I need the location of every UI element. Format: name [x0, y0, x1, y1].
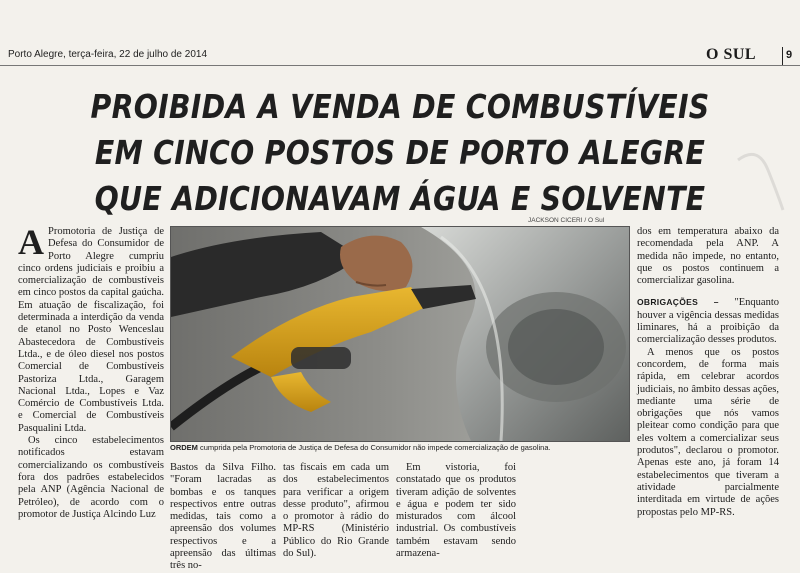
drop-cap: A	[18, 222, 44, 262]
photo-credit: JACKSON CICERI / O Sul	[528, 217, 605, 224]
article-lead-text: Promotoria de Justiça de Defesa do Consumidor de Porto Alegre cumpriu cinco ordens judiciais e proibiu a comercialização de combustíveis em cinco postos da capital gaúcha. Em atuação de fiscalização, foi determinada a interdição da venda de etanol no Posto Wenceslau Abastecedora de Combustíveis Ltda., e de óleo diesel nos postos Comercial de Combustíveis Pastoriza Ltda., Garagem Nacional Ltda., Lopes e Vaz Comércio de Combustíveis Ltda. e Comercial de Combustíveis Pasqualini Ltda.	[18, 226, 164, 434]
caption-text: cumprida pela Promotoria de Justiça de Defesa do Consumidor não impede comercialização de gasolina.	[197, 443, 551, 452]
scan-artifact	[728, 140, 788, 230]
newspaper-brand: O SUL	[706, 46, 757, 63]
page-number: 9	[786, 49, 793, 61]
article-paragraph: dos em temperatura abaixo da recomendada pela ANP. A medida não impede, no entanto, que os postos continuem a comercializar gasolina.	[637, 226, 779, 287]
dateline: Porto Alegre, terça-feira, 22 de julho de 2014	[8, 49, 208, 60]
headline: PROIBIDA A VENDA DE COMBUSTÍVEIS EM CINCO POSTOS DE PORTO ALEGRE QUE ADICIONAVAM ÁGUA E SOLVENTE	[90, 87, 710, 218]
article-column-3	[283, 462, 389, 560]
article-paragraph: Em vistoria, foi constatado que os produtos tiveram adição de solventes e água e podem ter sido misturados com álcool industrial. Os combustíveis também estavam sendo armazena-	[396, 462, 516, 560]
article-paragraph: A menos que os postos concordem, de forma mais rápida, em celebrar acordos judiciais, no âmbito dessas ações, mediante uma série de obrigações que nós vamos pleitear como condição para que eles voltem a comercializar seus produtos", declarou o promotor. Apenas este ano, já foram 14 estabelecimentos que tiveram a atividade parcialmente interditada em virtude de ações propostas pelo MP-RS.	[637, 346, 779, 518]
fuel-nozzle-photo	[170, 226, 630, 442]
article-paragraph: Os cinco estabelecimentos notificados estavam comercializando os combustíveis fora dos padrões estabelecidos pela ANP (Agência Nacional de Petróleo), de acordo com o promotor de Justiça Alcindo Luz	[18, 435, 164, 520]
caption-lead: ORDEM	[170, 443, 198, 452]
header-rule	[0, 65, 800, 66]
article-paragraph: tas fiscais em cada um dos estabelecimentos para verificar a origem desse produto", afirmou o promotor à rádio do MP-RS (Ministério Público do Rio Grande do Sul).	[283, 462, 389, 560]
article-paragraph: "Enquanto houver a vigência dessas medidas liminares, há a proibição da comercialização desses produtos.	[637, 297, 779, 346]
article-column-2	[170, 462, 276, 573]
section-kicker: OBRIGAÇÕES –	[637, 297, 719, 308]
photo-caption	[170, 443, 628, 452]
article-column-1	[18, 222, 164, 521]
article-column-5	[637, 226, 779, 519]
article-column-4	[396, 462, 516, 560]
page-separator	[782, 47, 783, 65]
article-paragraph: Bastos da Silva Filho. "Foram lacradas as bombas e os tanques respectivos entre outras medidas, tais como a apreensão dos volumes respectivos e a apreensão das últimas três no-	[170, 462, 276, 572]
